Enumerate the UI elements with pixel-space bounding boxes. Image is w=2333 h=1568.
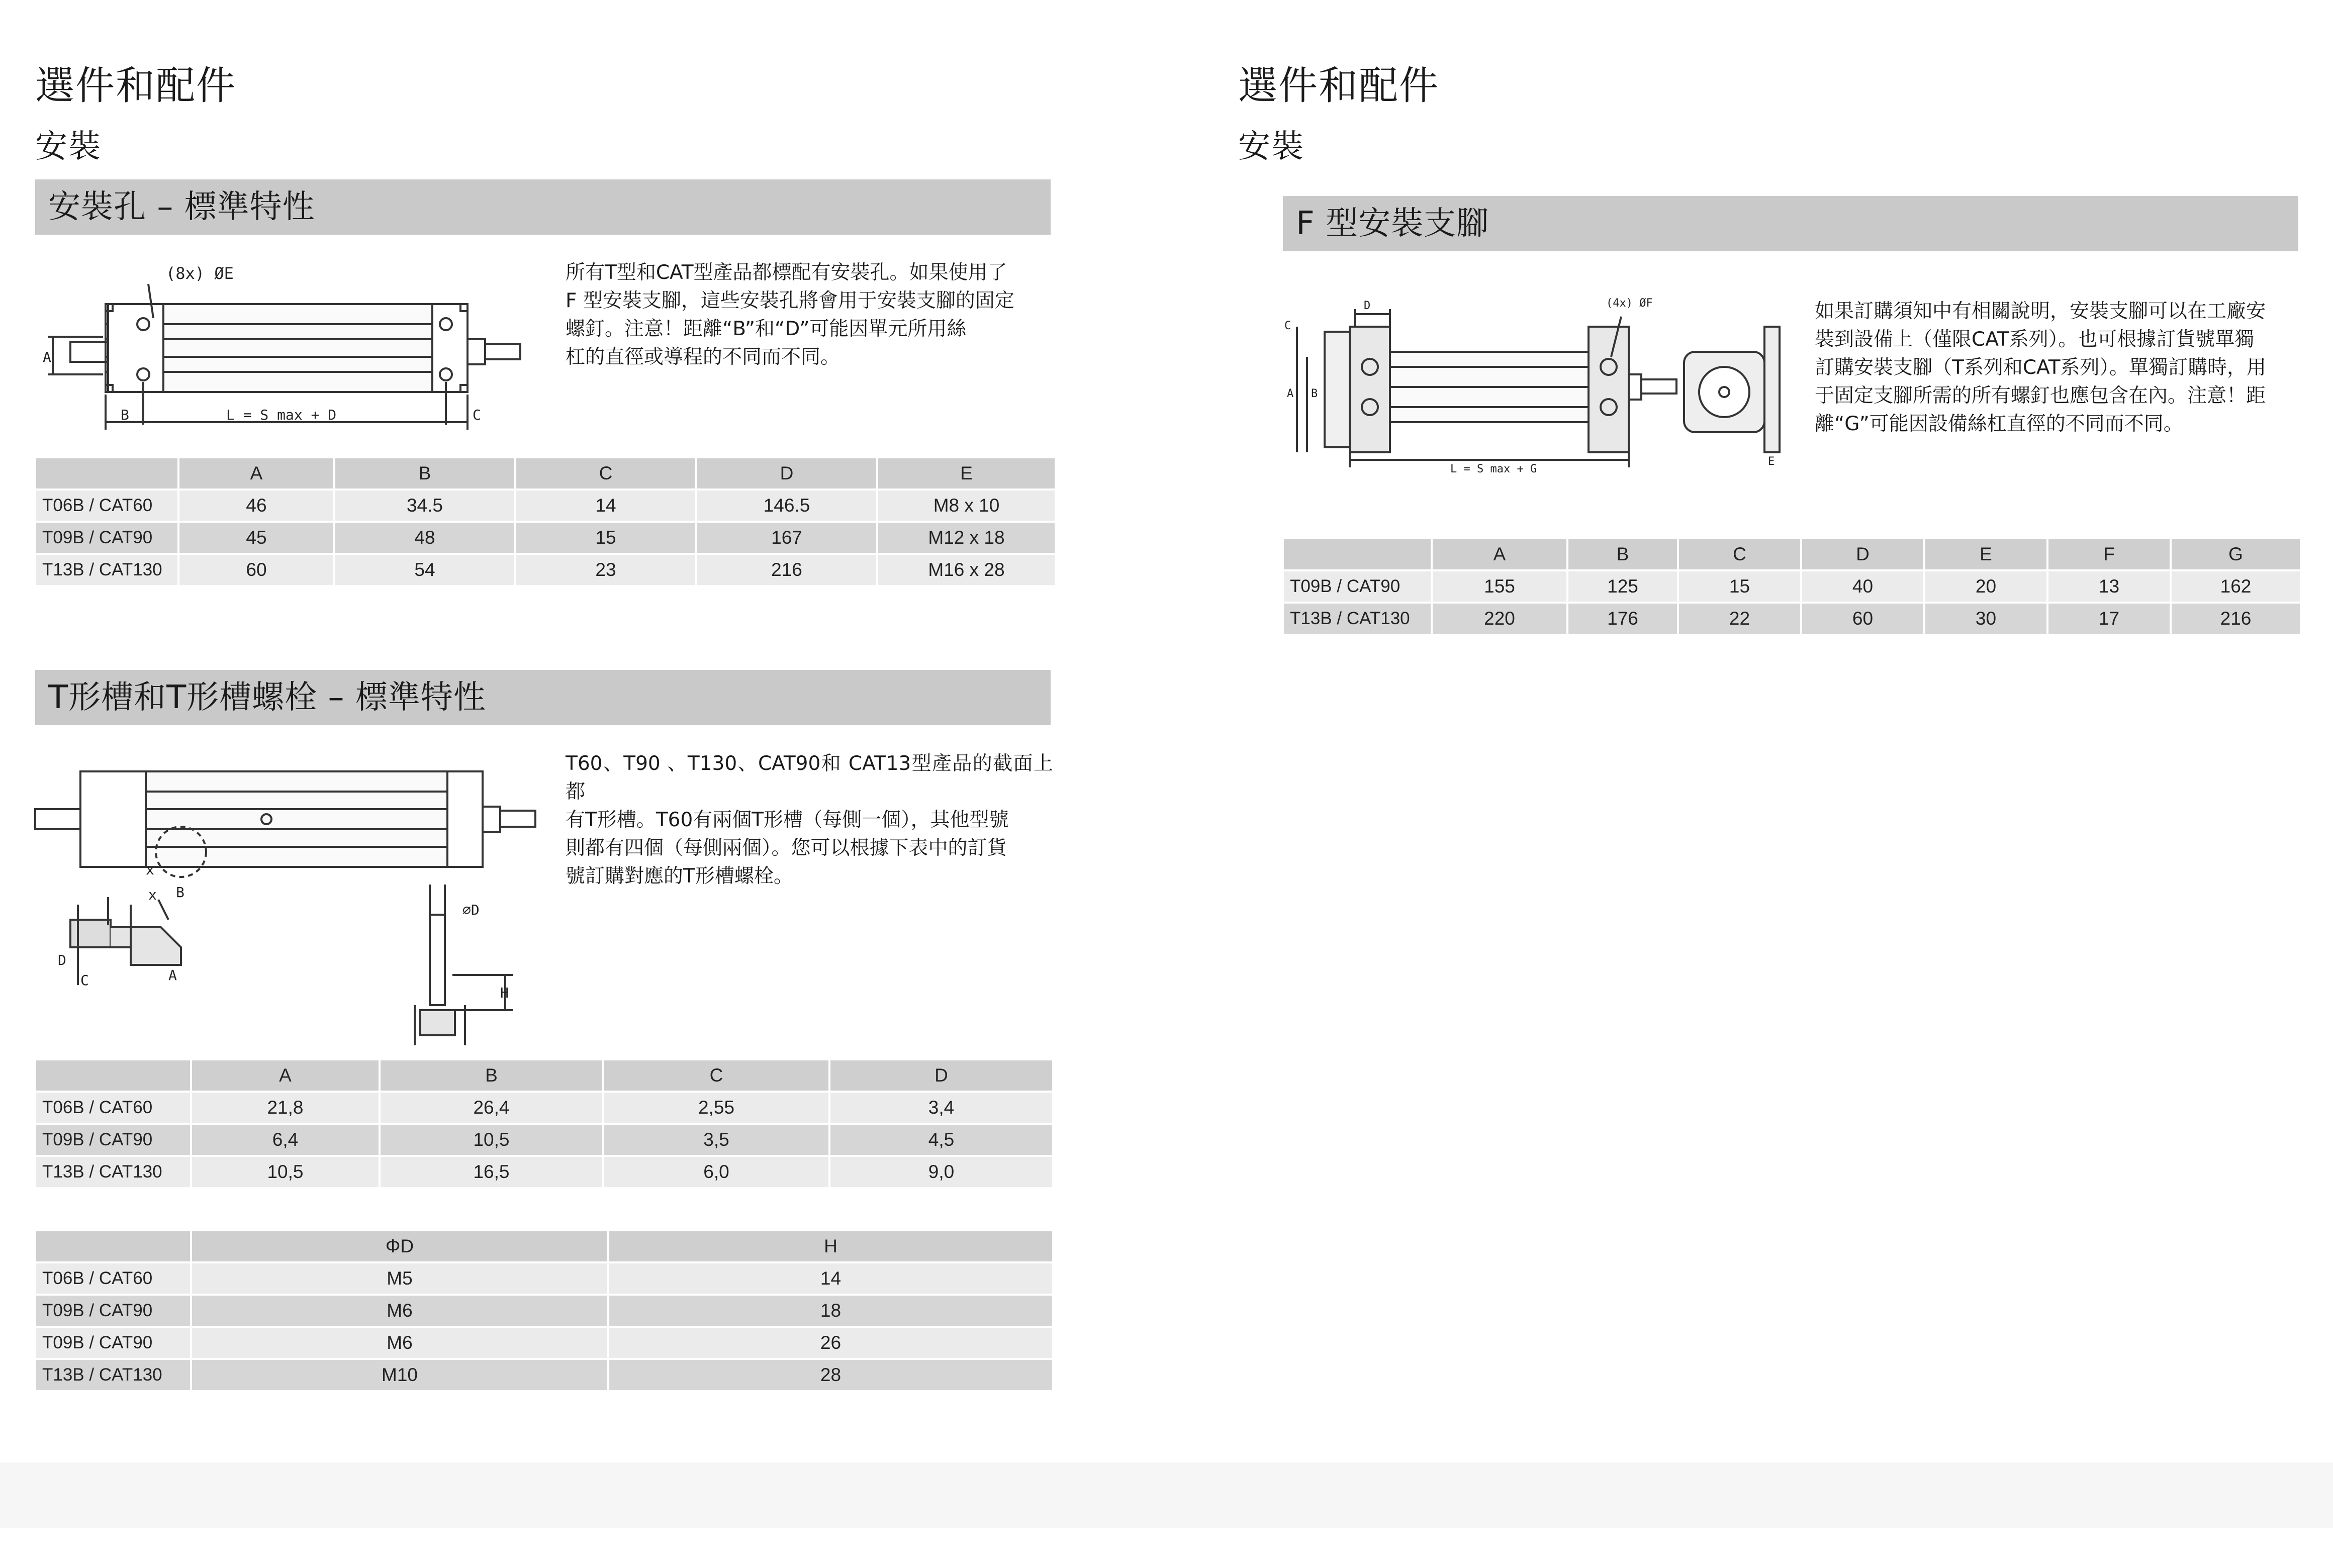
value-cell: 13 xyxy=(2047,570,2171,603)
value-cell: 60 xyxy=(1801,603,1924,635)
value-cell: 176 xyxy=(1567,603,1678,635)
value-cell: M8 x 10 xyxy=(877,489,1056,522)
model-cell: T06B / CAT60 xyxy=(35,1092,191,1124)
description-line: F 型安裝支腳，這些安裝孔將會用于安裝支腳的固定 xyxy=(566,289,1014,312)
header-cell xyxy=(35,1059,191,1092)
model-cell: T06B / CAT60 xyxy=(35,489,178,522)
description-line: T60、T90 、T130、CAT90和 CAT13型產品的截面上都 xyxy=(566,752,1053,803)
value-cell: 10,5 xyxy=(191,1156,380,1188)
description-line: 則都有四個（每側兩個）。您可以根據下表中的訂貨 xyxy=(566,837,1007,859)
header-cell: B xyxy=(380,1059,603,1092)
description-line: 杠的直徑或導程的不同而不同。 xyxy=(566,346,841,368)
value-cell: 48 xyxy=(334,522,515,554)
description-line: 螺釘。注意！距離“B”和“D”可能因單元所用絲 xyxy=(566,318,967,340)
value-cell: 146.5 xyxy=(696,489,877,522)
header-cell: D xyxy=(829,1059,1053,1092)
dim-a-label: A xyxy=(168,967,177,984)
left-page-subtitle: 安裝 xyxy=(35,128,102,165)
dim-c-label: C xyxy=(1284,320,1291,332)
value-cell: 6,0 xyxy=(603,1156,829,1188)
t-slot-description xyxy=(566,750,1053,891)
value-cell: 30 xyxy=(1924,603,2047,635)
value-cell: M16 x 28 xyxy=(877,554,1056,586)
value-cell: 216 xyxy=(696,554,877,586)
mounting-holes-diagram xyxy=(33,254,540,435)
table-row xyxy=(35,1262,1053,1295)
value-cell: 9,0 xyxy=(829,1156,1053,1188)
value-cell: 15 xyxy=(1678,570,1801,603)
header-cell: E xyxy=(1924,538,2047,570)
header-cell: H xyxy=(608,1230,1053,1262)
model-cell: T13B / CAT130 xyxy=(35,1359,191,1391)
value-cell: 34.5 xyxy=(334,489,515,522)
table-row xyxy=(35,1092,1053,1124)
model-cell: T13B / CAT130 xyxy=(35,554,178,586)
value-cell: 17 xyxy=(2047,603,2171,635)
value-cell: M12 x 18 xyxy=(877,522,1056,554)
value-cell: 16,5 xyxy=(380,1156,603,1188)
t-slot-bolt-table xyxy=(34,1229,1054,1392)
dim-length-label: L = S max + D xyxy=(226,407,337,423)
header-cell: A xyxy=(1432,538,1567,570)
dim-d-label: D xyxy=(58,952,66,968)
table-row xyxy=(35,1124,1053,1156)
section-heading-t-slot: T形槽和T形槽螺栓 – 標準特性 xyxy=(35,670,1051,725)
value-cell: 216 xyxy=(2171,603,2301,635)
model-cell: T13B / CAT130 xyxy=(1283,603,1432,635)
header-cell: B xyxy=(334,457,515,489)
dim-a-label: A xyxy=(43,349,51,365)
table-row xyxy=(35,522,1056,554)
value-cell: 26,4 xyxy=(380,1092,603,1124)
table-row xyxy=(1283,570,2301,603)
table-header-row xyxy=(35,1230,1053,1262)
header-cell: A xyxy=(178,457,334,489)
value-cell: 28 xyxy=(608,1359,1053,1391)
value-cell: M5 xyxy=(191,1262,608,1295)
description-line: 離“G”可能因設備絲杠直徑的不同而不同。 xyxy=(1815,413,2183,435)
table-row xyxy=(35,1359,1053,1391)
dim-x2-label: x xyxy=(146,861,154,878)
header-cell: D xyxy=(1801,538,1924,570)
header-cell: ΦD xyxy=(191,1230,608,1262)
left-page-title: 選件和配件 xyxy=(35,63,237,109)
value-cell: M6 xyxy=(191,1295,608,1327)
value-cell: 3,4 xyxy=(829,1092,1053,1124)
header-cell xyxy=(35,457,178,489)
model-cell: T09B / CAT90 xyxy=(35,1124,191,1156)
value-cell: M10 xyxy=(191,1359,608,1391)
f-foot-table xyxy=(1282,537,2302,636)
value-cell: 167 xyxy=(696,522,877,554)
value-cell: 23 xyxy=(515,554,696,586)
dim-d-label: D xyxy=(1364,300,1371,312)
holes-callout: (8x) ØE xyxy=(166,264,234,283)
value-cell: 21,8 xyxy=(191,1092,380,1124)
header-cell: E xyxy=(877,457,1056,489)
header-cell: B xyxy=(1567,538,1678,570)
description-line: 訂購安裝支腳（T系列和CAT系列）。單獨訂購時，用 xyxy=(1815,356,2267,379)
f-foot-description xyxy=(1815,298,2300,438)
value-cell: M6 xyxy=(191,1327,608,1359)
table-header-row xyxy=(35,457,1056,489)
value-cell: 10,5 xyxy=(380,1124,603,1156)
model-cell: T13B / CAT130 xyxy=(35,1156,191,1188)
t-slot-table xyxy=(34,1058,1054,1189)
value-cell: 60 xyxy=(178,554,334,586)
value-cell: 46 xyxy=(178,489,334,522)
table-row xyxy=(35,554,1056,586)
mounting-holes-table xyxy=(34,456,1057,587)
value-cell: 6,4 xyxy=(191,1124,380,1156)
value-cell: 54 xyxy=(334,554,515,586)
model-cell: T09B / CAT90 xyxy=(1283,570,1432,603)
dim-phid-label: ⌀D xyxy=(462,902,480,918)
table-row xyxy=(35,489,1056,522)
value-cell: 26 xyxy=(608,1327,1053,1359)
model-cell: T09B / CAT90 xyxy=(35,522,178,554)
header-cell xyxy=(1283,538,1432,570)
value-cell: 162 xyxy=(2171,570,2301,603)
section-heading-mounting-holes: 安裝孔 – 標準特性 xyxy=(35,179,1051,235)
header-cell: G xyxy=(2171,538,2301,570)
header-cell xyxy=(35,1230,191,1262)
page-footer-band xyxy=(0,1462,2333,1528)
dim-length-label: L = S max + G xyxy=(1450,463,1537,475)
header-cell: C xyxy=(515,457,696,489)
dim-x1-label: x xyxy=(148,887,157,903)
dim-b-label: B xyxy=(121,407,129,423)
dim-c-label: C xyxy=(473,407,481,423)
table-header-row xyxy=(1283,538,2301,570)
dim-b-label: B xyxy=(1311,387,1318,400)
right-page-subtitle: 安裝 xyxy=(1238,128,1304,165)
table-row xyxy=(1283,603,2301,635)
value-cell: 18 xyxy=(608,1295,1053,1327)
right-page-title: 選件和配件 xyxy=(1238,63,1440,109)
value-cell: 22 xyxy=(1678,603,1801,635)
description-line: 裝到設備上（僅限CAT系列）。也可根據訂貨號單獨 xyxy=(1815,328,2255,351)
model-cell: T06B / CAT60 xyxy=(35,1262,191,1295)
description-line: 號訂購對應的T形槽螺栓。 xyxy=(566,865,793,888)
value-cell: 45 xyxy=(178,522,334,554)
model-cell: T09B / CAT90 xyxy=(35,1295,191,1327)
t-slot-diagram xyxy=(30,754,543,1045)
value-cell: 20 xyxy=(1924,570,2047,603)
dim-e-label: E xyxy=(1768,455,1775,468)
value-cell: 220 xyxy=(1432,603,1567,635)
value-cell: 4,5 xyxy=(829,1124,1053,1156)
value-cell: 155 xyxy=(1432,570,1567,603)
value-cell: 2,55 xyxy=(603,1092,829,1124)
value-cell: 15 xyxy=(515,522,696,554)
header-cell: D xyxy=(696,457,877,489)
table-row xyxy=(35,1295,1053,1327)
description-line: 如果訂購須知中有相關說明，安裝支腳可以在工廠安 xyxy=(1815,300,2266,323)
dim-a-label: A xyxy=(1287,387,1294,400)
header-cell: C xyxy=(603,1059,829,1092)
table-header-row xyxy=(35,1059,1053,1092)
value-cell: 14 xyxy=(608,1262,1053,1295)
dim-c-label: C xyxy=(80,972,89,989)
value-cell: 3,5 xyxy=(603,1124,829,1156)
value-cell: 125 xyxy=(1567,570,1678,603)
mounting-holes-description xyxy=(566,259,1053,371)
table-row xyxy=(35,1156,1053,1188)
f-foot-diagram xyxy=(1279,291,1782,477)
description-line: 有T形槽。T60有兩個T形槽（每側一個），其他型號 xyxy=(566,809,1009,831)
dim-b-label: B xyxy=(176,884,184,901)
header-cell: A xyxy=(191,1059,380,1092)
table-row xyxy=(35,1327,1053,1359)
value-cell: 40 xyxy=(1801,570,1924,603)
header-cell: C xyxy=(1678,538,1801,570)
description-line: 所有T型和CAT型產品都標配有安裝孔。如果使用了 xyxy=(566,261,1007,284)
model-cell: T09B / CAT90 xyxy=(35,1327,191,1359)
header-cell: F xyxy=(2047,538,2171,570)
value-cell: 14 xyxy=(515,489,696,522)
description-line: 于固定支腳所需的所有螺釘也應包含在內。注意！距 xyxy=(1815,384,2266,407)
holes-callout: (4x) ØF xyxy=(1606,297,1653,310)
section-heading-f-foot: F 型安裝支腳 xyxy=(1283,196,2298,251)
dim-h-label: H xyxy=(500,985,509,1001)
